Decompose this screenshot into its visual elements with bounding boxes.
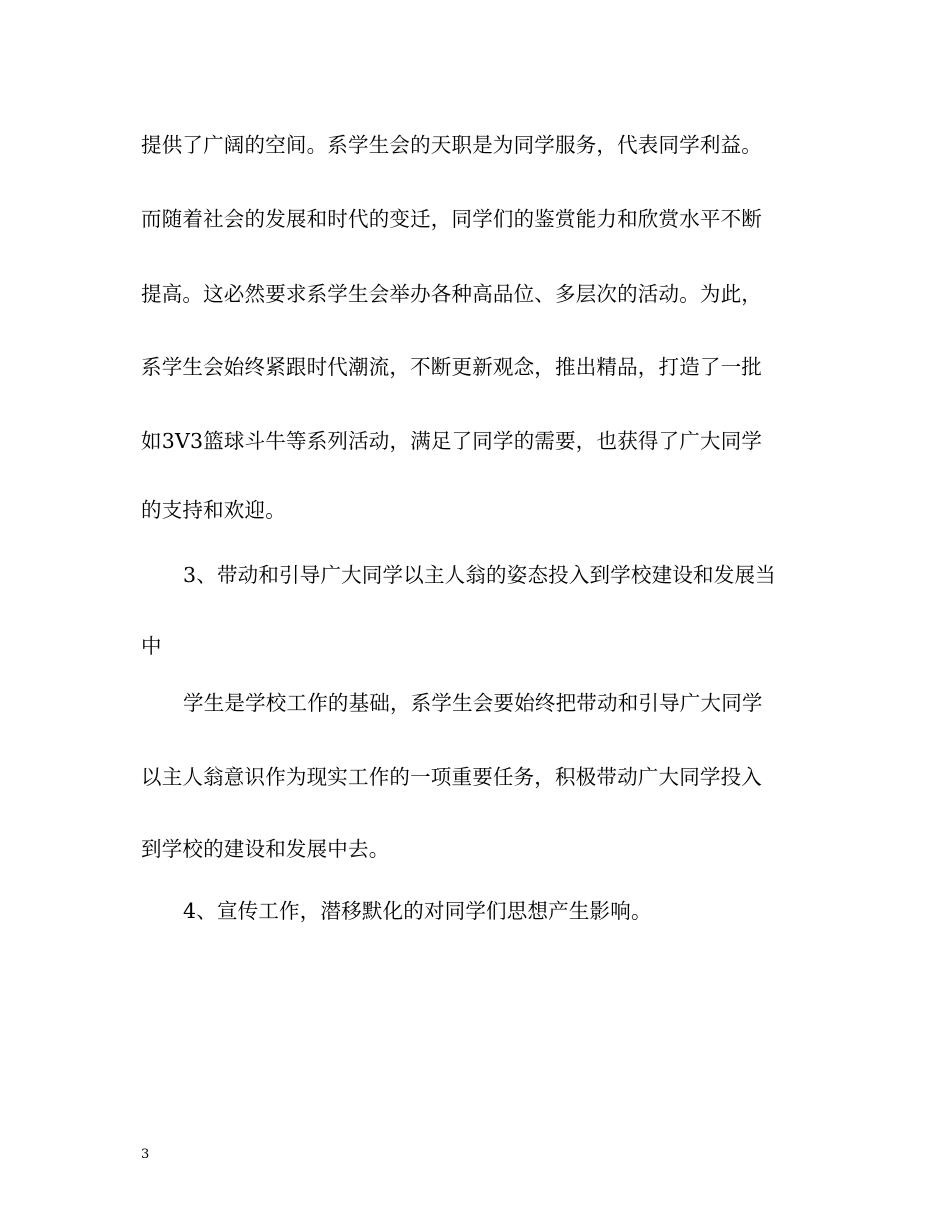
section-heading-line: 3、带动和引导广大同学以主人翁的姿态投入到学校建设和发展当: [183, 563, 776, 587]
body-text-line: 以主人翁意识作为现实工作的一项重要任务，积极带动广大同学投入: [141, 765, 762, 789]
section-heading-line: 4、宣传工作，潜移默化的对同学们思想产生影响。: [183, 899, 652, 923]
body-text-line: 提高。这必然要求系学生会举办各种高品位、多层次的活动。为此，: [141, 282, 762, 306]
body-text-line: 到学校的建设和发展中去。: [141, 837, 390, 861]
section-heading-line: 中: [141, 634, 162, 658]
page-number: 3: [141, 1147, 150, 1162]
body-text-line: 而随着社会的发展和时代的变迁，同学们的鉴赏能力和欣赏水平不断: [141, 207, 762, 231]
body-text-line: 系学生会始终紧跟时代潮流，不断更新观念，推出精品，打造了一批: [141, 355, 762, 379]
body-text-line: 如3V3篮球斗牛等系列活动，满足了同学的需要，也获得了广大同学: [141, 429, 763, 453]
body-text-line: 的支持和欢迎。: [141, 498, 286, 522]
body-text-line: 学生是学校工作的基础，系学生会要始终把带动和引导广大同学: [183, 691, 763, 715]
body-text-line: 提供了广阔的空间。系学生会的天职是为同学服务，代表同学利益。: [141, 133, 762, 157]
